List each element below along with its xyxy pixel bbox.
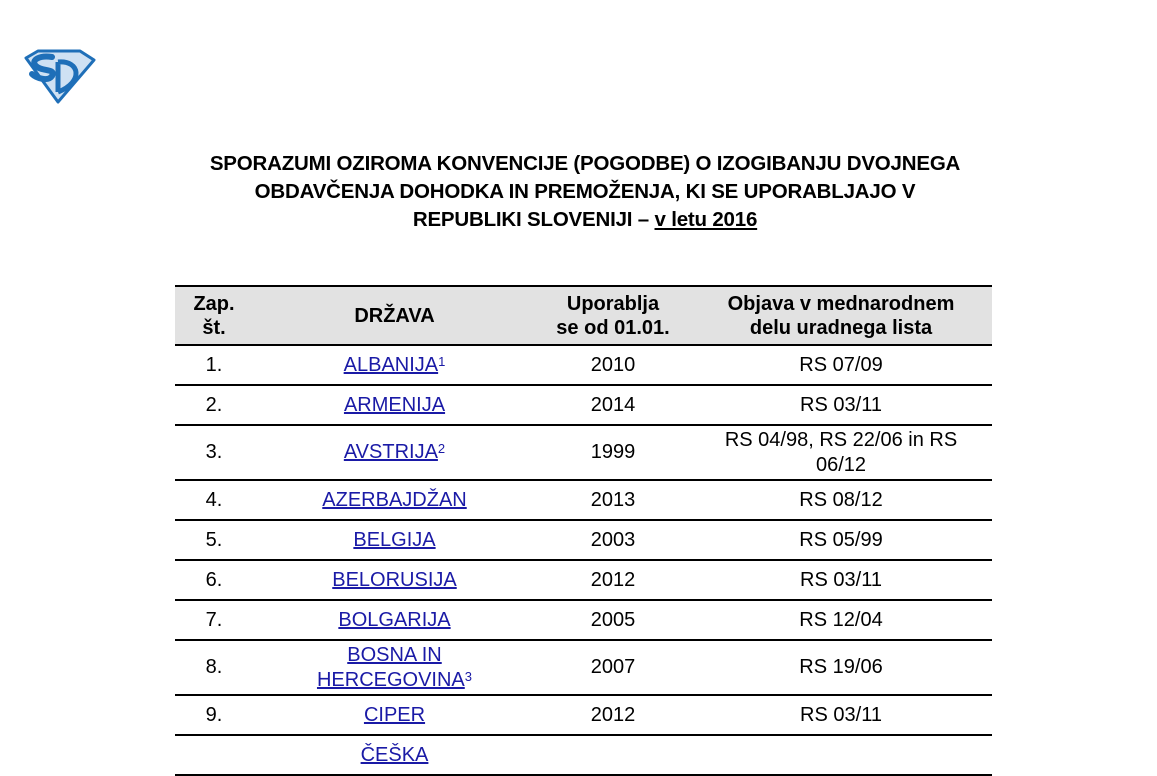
- treaties-table: [175, 285, 992, 776]
- footnote-marker: 1: [438, 353, 446, 369]
- row-publication: RS 05/99: [690, 520, 992, 560]
- table-row: [175, 480, 992, 520]
- row-number: 5.: [175, 520, 253, 560]
- row-year: 2012: [536, 560, 690, 600]
- row-country: [253, 425, 536, 480]
- row-number: 7.: [175, 600, 253, 640]
- table-row: [175, 695, 992, 735]
- country-link[interactable]: BELGIJA: [353, 528, 436, 551]
- country-link[interactable]: AZERBAJDŽAN: [322, 488, 467, 511]
- header-publication: Objava v mednarodnem delu uradnega lista: [690, 286, 992, 345]
- row-publication: RS 08/12: [690, 480, 992, 520]
- row-year: 2007: [536, 640, 690, 695]
- row-publication: RS 19/06: [690, 640, 992, 695]
- table-row: [175, 560, 992, 600]
- row-number: [175, 735, 253, 775]
- table-row: [175, 385, 992, 425]
- table-row: [175, 735, 992, 775]
- row-country: [253, 735, 536, 775]
- header-number: Zap. št.: [175, 286, 253, 345]
- row-publication: RS 03/11: [690, 385, 992, 425]
- row-number: 8.: [175, 640, 253, 695]
- table-header-row: [175, 286, 992, 345]
- row-country: [253, 560, 536, 600]
- table-row: [175, 345, 992, 385]
- title-line-2: OBDAVČENJA DOHODKA IN PREMOŽENJA, KI SE UPORABLJAJO V: [254, 180, 916, 203]
- row-number: 4.: [175, 480, 253, 520]
- title-line-3: [140, 206, 1030, 234]
- country-link[interactable]: BELORUSIJA: [332, 568, 457, 591]
- row-year: 2012: [536, 695, 690, 735]
- row-country: [253, 600, 536, 640]
- footnote-marker: 3: [464, 668, 473, 684]
- row-year: [536, 735, 690, 775]
- row-number: 1.: [175, 345, 253, 385]
- row-country: [253, 385, 536, 425]
- row-year: 2014: [536, 385, 690, 425]
- country-link-line1: BOSNA IN: [347, 643, 442, 666]
- row-number: 2.: [175, 385, 253, 425]
- row-country: [253, 640, 536, 695]
- row-publication: RS 03/11: [690, 560, 992, 600]
- table-row: [175, 425, 992, 480]
- row-country: [253, 520, 536, 560]
- title-line-3-text: REPUBLIKI SLOVENIJI –: [412, 208, 655, 231]
- row-country: [253, 480, 536, 520]
- row-publication: RS 07/09: [690, 345, 992, 385]
- country-link-line2: HERCEGOVINA: [316, 668, 465, 691]
- country-link[interactable]: CIPER: [363, 703, 426, 726]
- row-year: 2003: [536, 520, 690, 560]
- row-publication: RS 04/98, RS 22/06 in RS 06/12: [690, 425, 992, 480]
- document-title: [140, 150, 1030, 234]
- row-country: [253, 695, 536, 735]
- table-row: [175, 600, 992, 640]
- country-link[interactable]: ČEŠKA: [360, 743, 429, 766]
- country-link[interactable]: ALBANIJA: [343, 353, 439, 376]
- header-since: Uporablja se od 01.01.: [536, 286, 690, 345]
- row-year: 2010: [536, 345, 690, 385]
- row-country: [253, 345, 536, 385]
- row-year: 2013: [536, 480, 690, 520]
- footnote-marker: 2: [437, 441, 446, 456]
- table-row: [175, 640, 992, 695]
- row-publication: RS 03/11: [690, 695, 992, 735]
- title-year: v letu 2016: [654, 208, 758, 231]
- row-number: 3.: [175, 425, 253, 480]
- row-number: 6.: [175, 560, 253, 600]
- title-line-1: SPORAZUMI OZIROMA KONVENCIJE (POGODBE) O IZOGIBANJU DVOJNEGA: [209, 152, 961, 175]
- country-link[interactable]: BOLGARIJA: [338, 608, 451, 631]
- sd-logo-icon: [22, 48, 96, 104]
- row-number: 9.: [175, 695, 253, 735]
- row-year: 2005: [536, 600, 690, 640]
- row-publication: [690, 735, 992, 775]
- country-link[interactable]: AVSTRIJA: [343, 441, 438, 463]
- row-publication: RS 12/04: [690, 600, 992, 640]
- row-year: 1999: [536, 425, 690, 480]
- country-link[interactable]: ARMENIJA: [343, 393, 446, 416]
- table-row: [175, 520, 992, 560]
- header-country: DRŽAVA: [253, 286, 536, 345]
- country-link[interactable]: [317, 644, 465, 691]
